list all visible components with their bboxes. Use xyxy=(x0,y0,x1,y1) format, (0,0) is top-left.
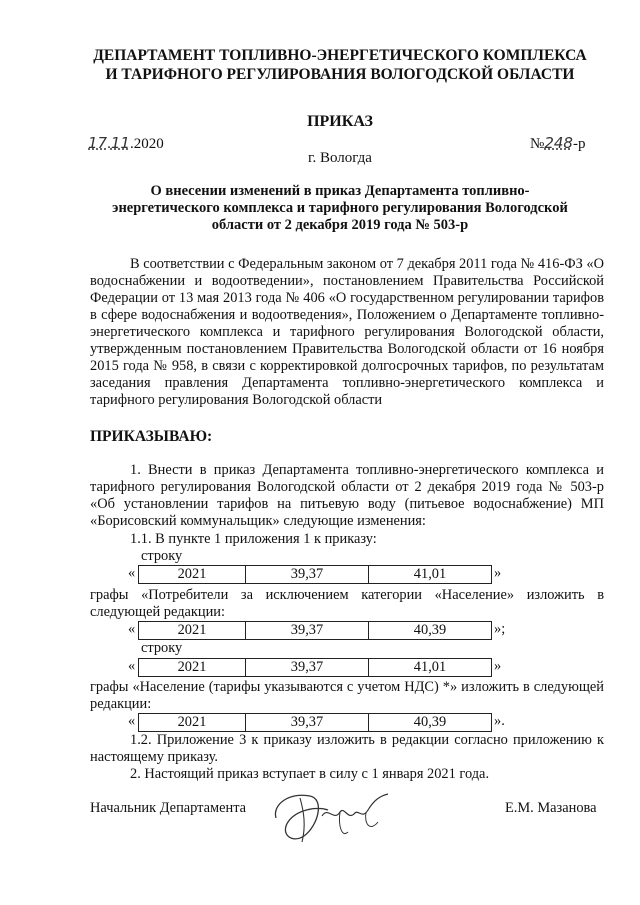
date-day: 17 xyxy=(88,134,108,152)
tariff-table-4 xyxy=(138,713,492,732)
table-cell-year: 2021 xyxy=(139,714,246,731)
date-year: .2020 xyxy=(129,136,164,152)
word-row-1: строку xyxy=(141,548,183,564)
number-prefix: № xyxy=(530,136,545,152)
item-1-2: 1.2. Приложение 3 к приказу изложить в редакции согласно приложению к настоящему приказу. xyxy=(90,732,604,765)
table-cell-value-1: 39,37 xyxy=(246,566,369,583)
date-month: 11 xyxy=(110,134,130,152)
table-cell-value-1: 39,37 xyxy=(246,659,369,676)
open-quote: « xyxy=(128,621,136,637)
signatory-position: Начальник Департамента xyxy=(90,800,247,816)
department-header xyxy=(60,46,620,84)
subject-line-3: области от 2 декабря 2019 года № 503-р xyxy=(211,217,469,233)
word-row-2: строку xyxy=(141,640,183,656)
subject-line-1: О внесении изменений в приказ Департамента топливно- xyxy=(150,183,530,199)
close-quote: » xyxy=(494,565,502,581)
order-date: 17.11.2020 xyxy=(88,134,164,152)
item-1-1: 1.1. В пункте 1 приложения 1 к приказу: xyxy=(130,531,377,547)
table-cell-value-2: 41,01 xyxy=(413,659,447,675)
preamble: В соответствии с Федеральным законом от 7 декабря 2011 года № 416-ФЗ «О водоснабжении и водоотведении», постановлением Правительства Российской Федерации от 13 мая 2013 года № 406 «О государственном регулировании тарифов в сфере водоснабжения и водоотведения», Положением о Департаменте топливно-энергетического комплекса и тарифного регулирования Вологодской области, утвержденным постановлением Правительства Вологодской области от 16 ноября 2015 года № 958, в связи с корректировкой долгосрочных тарифов, по результатам заседания правления Департамента топливно-энергетического комплекса и тарифного регулирования Вологодской области xyxy=(90,256,604,408)
close-quote: » xyxy=(494,658,502,674)
tariff-table-1 xyxy=(138,565,492,584)
header-line-1: ДЕПАРТАМЕНТ ТОПЛИВНО-ЭНЕРГЕТИЧЕСКОГО КОМПЛЕКСА xyxy=(93,47,587,64)
number-value: 248 xyxy=(544,134,573,152)
open-quote: « xyxy=(128,565,136,581)
table-cell-value-2: 40,39 xyxy=(413,622,447,638)
item-2: 2. Настоящий приказ вступает в силу с 1 января 2021 года. xyxy=(130,766,490,782)
city: г. Вологда xyxy=(308,150,372,166)
close-quote: ». xyxy=(494,713,505,729)
item-1: 1. Внести в приказ Департамента топливно-энергетического комплекса и тарифного регулирования Вологодской области от 2 декабря 2019 года № 503-р «Об установлении тарифов на питьевую воду (питьевое водоснабжение) МП «Борисовский коммунальщик» следующие изменения: xyxy=(90,462,604,529)
tariff-table-3 xyxy=(138,658,492,677)
number-suffix: -р xyxy=(572,136,586,152)
subject-line-2: энергетического комплекса и тарифного регулирования Вологодской xyxy=(112,200,568,216)
table-cell-year: 2021 xyxy=(139,659,246,676)
open-quote: « xyxy=(128,658,136,674)
tariff-table-2 xyxy=(138,621,492,640)
open-quote: « xyxy=(128,713,136,729)
replacement-text-1: графы «Потребители за исключением категории «Население» изложить в следующей редакции: xyxy=(90,587,604,620)
table-cell-value-1: 39,37 xyxy=(246,622,369,639)
document-type: ПРИКАЗ xyxy=(307,113,373,130)
order-subject xyxy=(90,183,590,234)
signatory-name: Е.М. Мазанова xyxy=(505,800,597,816)
order-word: ПРИКАЗЫВАЮ: xyxy=(90,428,213,445)
close-quote: »; xyxy=(494,621,506,637)
table-cell-value-2: 40,39 xyxy=(413,714,447,730)
table-cell-year: 2021 xyxy=(139,622,246,639)
table-cell-value-2: 41,01 xyxy=(413,566,447,582)
header-line-2: И ТАРИФНОГО РЕГУЛИРОВАНИЯ ВОЛОГОДСКОЙ ОБЛАСТИ xyxy=(105,66,575,83)
table-cell-value-1: 39,37 xyxy=(246,714,369,731)
replacement-text-2: графы «Население (тарифы указываются с учетом НДС) *» изложить в следующей редакции: xyxy=(90,679,604,712)
handwritten-signature xyxy=(270,786,395,846)
table-cell-year: 2021 xyxy=(139,566,246,583)
